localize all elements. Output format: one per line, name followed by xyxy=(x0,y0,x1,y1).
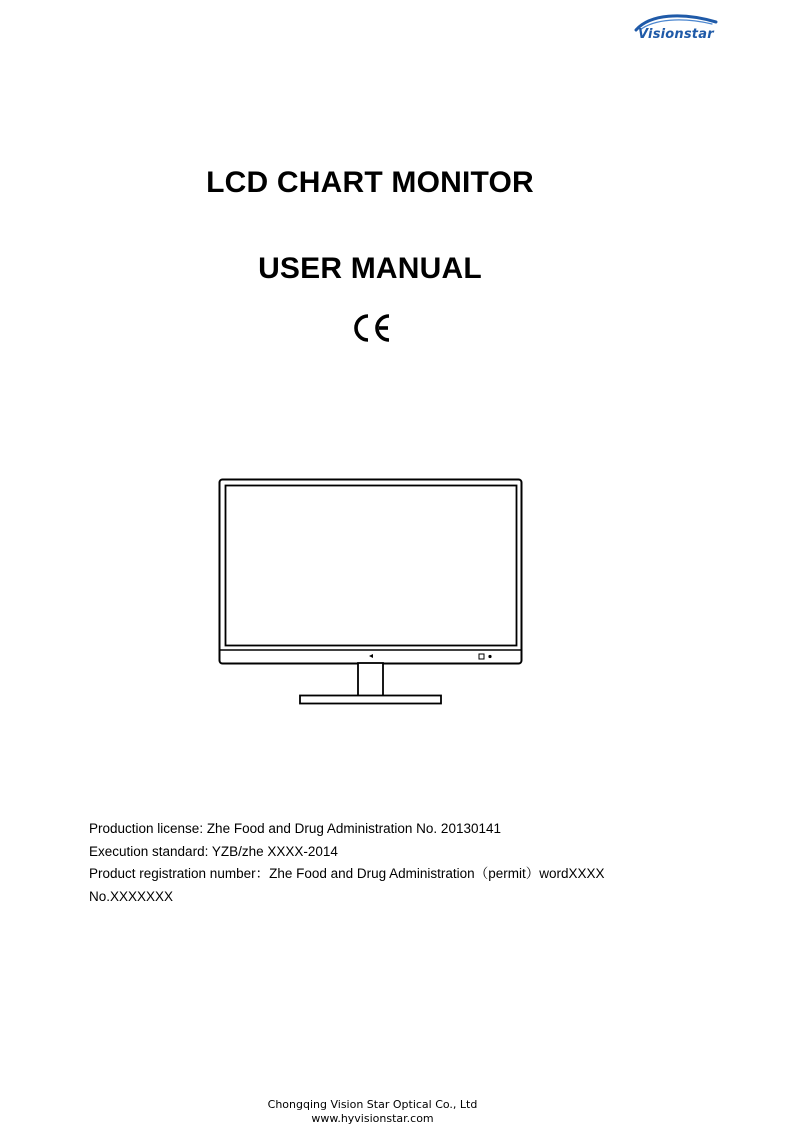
registration-info xyxy=(89,818,604,908)
logo-text: Visionstar xyxy=(638,27,714,42)
document-subtitle: USER MANUAL xyxy=(258,252,482,285)
ce-mark-icon xyxy=(349,312,395,349)
lcd-monitor-icon xyxy=(218,478,524,713)
document-title: LCD CHART MONITOR xyxy=(206,166,534,199)
company-name: Chongqing Vision Star Optical Co., Ltd xyxy=(267,1098,478,1111)
registration-number: Product registration number：Zhe Food and Drug Administration（permit）wordXXXX xyxy=(89,866,605,881)
registration-number-cont: No.XXXXXXX xyxy=(89,888,174,904)
brand-logo xyxy=(630,10,722,46)
website-link[interactable]: www.hyvisionstar.com xyxy=(311,1112,434,1125)
execution-standard: Execution standard: YZB/zhe XXXX-2014 xyxy=(89,843,338,859)
production-license: Production license: Zhe Food and Drug Administration No. 20130141 xyxy=(89,821,502,836)
footer xyxy=(265,1098,480,1126)
